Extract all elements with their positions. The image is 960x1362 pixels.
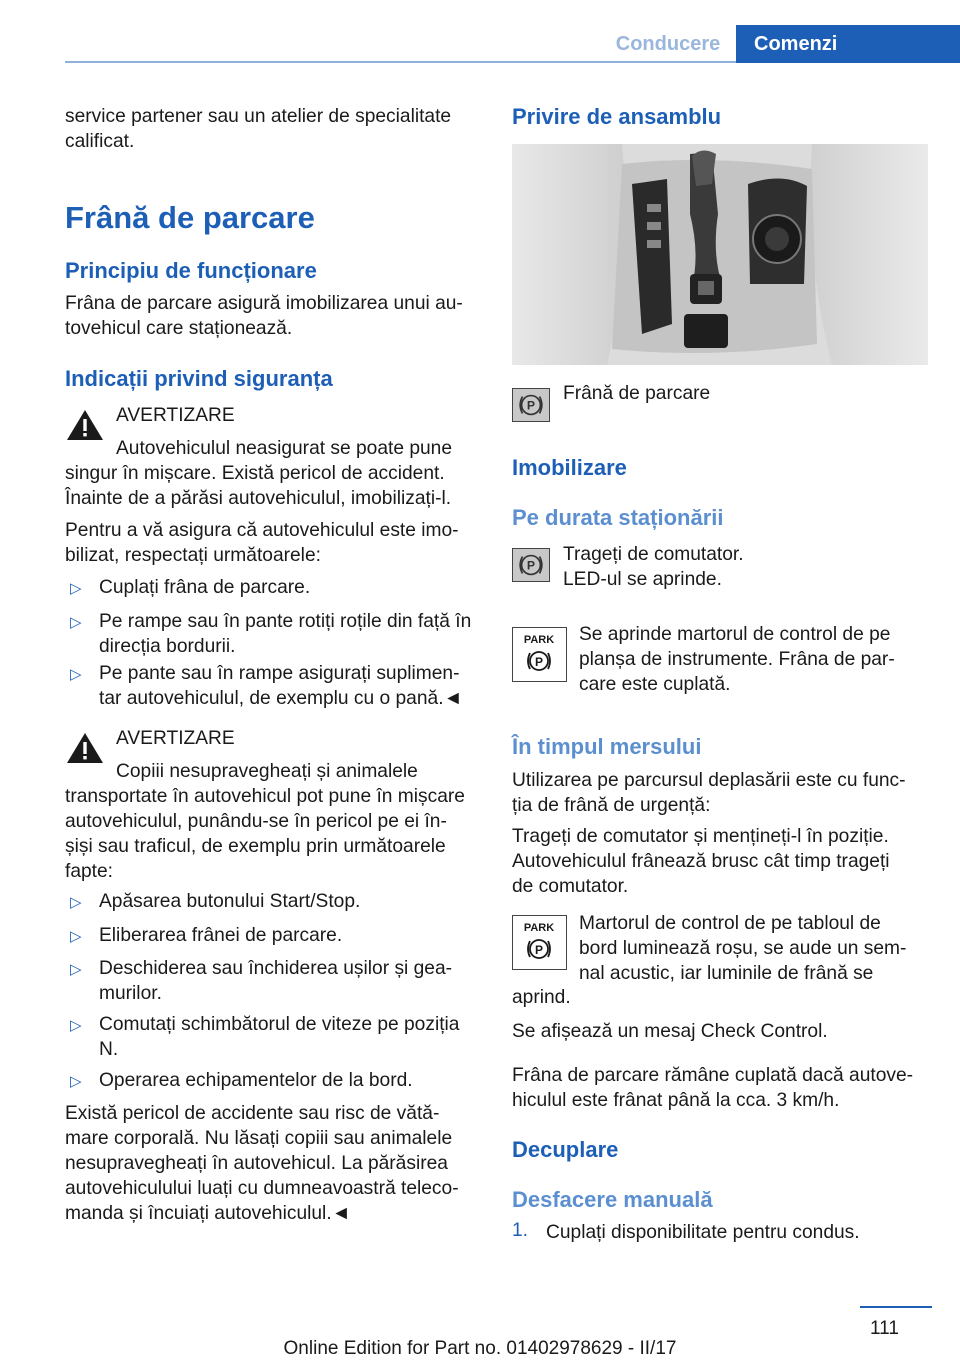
footer-rule: [860, 1306, 932, 1308]
bullet-icon: ▷: [70, 1017, 82, 1034]
park-indicator-icon: [512, 915, 567, 970]
step-text: Cuplați disponibilitate pentru condus.: [546, 1222, 860, 1243]
warning-title: AVERTIZARE: [116, 728, 235, 749]
indicator-text: Martorul de control de pe tabloul de bord luminează roșu, se aude un sem- nal acustic, iar luminile de frână se: [579, 913, 907, 984]
svg-text:PARK: PARK: [523, 634, 555, 646]
instruction-text: Trageți de comutator. LED-ul se aprinde.: [563, 544, 744, 590]
warning-triangle-icon: [65, 730, 105, 766]
bullet-icon: ▷: [70, 580, 82, 597]
list-item: Deschiderea sau închiderea ușilor și gea- murilor.: [99, 958, 453, 1004]
heading-indicatii: Indicații privind siguranța: [65, 366, 333, 391]
tab-conducere[interactable]: Conducere: [615, 32, 721, 55]
bullet-icon: ▷: [70, 928, 82, 945]
principiu-text: Frâna de parcare asigură imobilizarea unui au- tovehicul care staționează.: [65, 293, 463, 339]
heading-imobilizare: Imobilizare: [512, 455, 627, 480]
center-console-illustration: [512, 144, 928, 365]
warning-title: AVERTIZARE: [116, 405, 235, 426]
asigurare-text: Pentru a vă asigura că autovehiculul este imo- bilizat, respectați următoarele:: [65, 520, 459, 566]
heading-manuala: Desfacere manuală: [512, 1187, 713, 1212]
heading-decuplare: Decuplare: [512, 1137, 619, 1162]
step-number: 1.: [512, 1220, 529, 1241]
warning-text: Autovehiculul neasigurat se poate pune: [116, 438, 453, 459]
mers-text: Utilizarea pe parcursul deplasării este cu func- ția de frână de urgență:: [512, 770, 906, 816]
warning-text: transportate în autovehicul pot pune în mișcare autovehiculul, punându-se în pericol pe ei în- șiși sau traficul, de exemplu prin următoarele fapte:: [65, 786, 465, 882]
svg-text:P: P: [526, 398, 536, 413]
list-item: Comutați schimbătorul de viteze pe poziția N.: [99, 1014, 460, 1060]
list-item: Operarea echipamentelor de la bord.: [99, 1070, 413, 1091]
page-number: 111: [870, 1318, 899, 1339]
parking-brake-icon: [512, 548, 550, 582]
bullet-icon: ▷: [70, 961, 82, 978]
bullet-icon: ▷: [70, 666, 82, 683]
svg-text:P: P: [534, 943, 544, 957]
svg-text:P: P: [534, 655, 544, 669]
bullet-icon: ▷: [70, 614, 82, 631]
list-item: Cuplați frâna de parcare.: [99, 577, 311, 598]
bullet-icon: ▷: [70, 1073, 82, 1090]
heading-principiu: Principiu de funcționare: [65, 258, 317, 283]
console-photo: [512, 144, 928, 365]
list-item: Pe rampe sau în pante rotiți roțile din față în direcția bordurii.: [99, 611, 472, 657]
list-item: Pe pante sau în rampe asigurați suplimen- tar autovehiculul, de exemplu cu o pană.◄: [99, 663, 463, 709]
parking-brake-icon: [512, 388, 550, 422]
indicator-text: Se aprinde martorul de control de pe planșa de instrumente. Frâna de par- care este cuplată.: [579, 624, 895, 695]
intro-text: service partener sau un atelier de specialitate calificat.: [65, 106, 452, 152]
footer-edition: Online Edition for Part no. 01402978629 - II/17: [283, 1338, 677, 1359]
heading-privire: Privire de ansamblu: [512, 104, 722, 129]
heading-mers: În timpul mersului: [512, 734, 702, 759]
photo-caption: Frână de parcare: [563, 383, 711, 404]
final-warning-text: Există pericol de accidente sau risc de vătă- mare corporală. Nu lăsați copiii sau animalele nesupravegheați în autovehicul. La părăsirea autovehiculului luați cu dumneavoastră teleco- manda și încuiați autovehiculul.◄: [65, 1103, 459, 1224]
heading-stationare: Pe durata staționării: [512, 505, 724, 530]
warning-text: singur în mișcare. Există pericol de accident. Înainte de a părăsi autovehiculul, imobilizați-l.: [65, 463, 452, 509]
park-indicator-icon: [512, 627, 567, 682]
tab-comenzi[interactable]: Comenzi: [736, 25, 960, 63]
check-control-text: Se afișează un mesaj Check Control.: [512, 1021, 828, 1042]
mers-text: Trageți de comutator și mențineți-l în poziție. Autovehiculul frânează brusc cât timp trageți de comutator.: [512, 826, 890, 897]
list-item: Eliberarea frânei de parcare.: [99, 925, 343, 946]
bullet-icon: ▷: [70, 894, 82, 911]
indicator-text: aprind.: [512, 987, 571, 1008]
svg-text:P: P: [526, 558, 536, 573]
svg-text:PARK: PARK: [523, 922, 555, 934]
warning-triangle-icon: [65, 407, 105, 443]
page-title: Frână de parcare: [65, 200, 315, 235]
cuplare-text: Frâna de parcare rămâne cuplată dacă autove- hiculul este frânat până la cca. 3 km/h.: [512, 1065, 914, 1111]
warning-text: Copiii nesupravegheați și animalele: [116, 761, 418, 782]
list-item: Apăsarea butonului Start/Stop.: [99, 891, 361, 912]
